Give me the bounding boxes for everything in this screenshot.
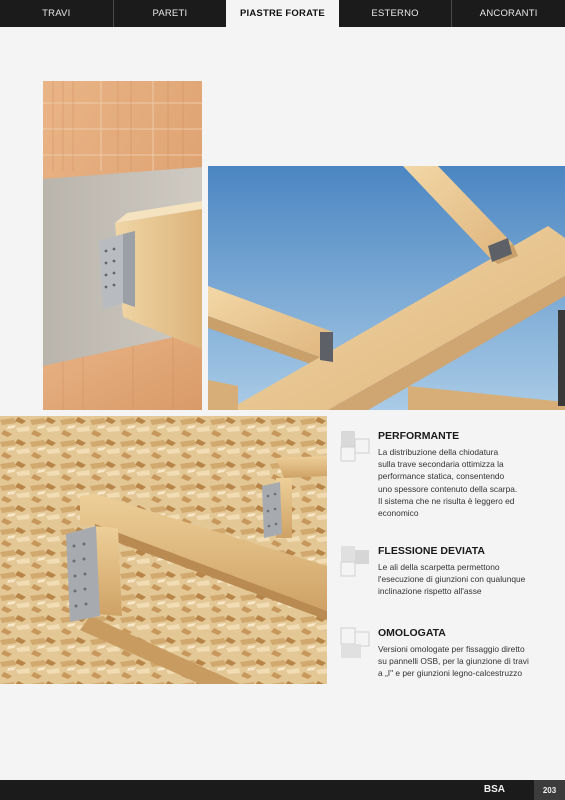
tab-piastre-forate[interactable]: PIASTRE FORATE	[226, 0, 339, 27]
tab-pareti[interactable]: PARETI	[113, 0, 227, 27]
photo-wall-hanger	[43, 81, 202, 410]
feature-text: La distribuzione della chiodatura sulla trave secondaria ottimizza la performance statica, consentendo uno spessore contenuto della scarpa. Il sistema che ne risulta è leggero ed economico	[378, 447, 518, 519]
feature-title: OMOLOGATA	[378, 627, 446, 639]
tab-ancoranti[interactable]: ANCORANTI	[451, 0, 565, 27]
tab-esterno[interactable]: ESTERNO	[371, 8, 419, 19]
section-nav	[0, 0, 565, 27]
inclined-joint-icon	[340, 545, 370, 577]
feature-title: PERFORMANTE	[378, 430, 460, 442]
feature-title: FLESSIONE DEVIATA	[378, 545, 485, 557]
nailing-pattern-icon	[340, 430, 370, 462]
certified-icon	[340, 627, 370, 659]
tab-travi[interactable]: TRAVI	[42, 8, 71, 19]
feature-text: Le ali della scarpetta permettono l'esecuzione di giunzioni con qualunque inclinazione rispetto all'asse	[378, 562, 526, 597]
photo-osb-joints	[0, 416, 327, 684]
feature-text: Versioni omologate per fissaggio diretto su pannelli OSB, per la giunzione di travi a „I" e per giunzioni legno-calcestruzzo	[378, 644, 529, 679]
brand-label: BSA	[483, 784, 505, 795]
page-footer	[0, 780, 565, 800]
page-number: 203	[534, 780, 565, 800]
photo-roof-beams	[208, 166, 565, 410]
side-tab-marker	[558, 310, 565, 406]
